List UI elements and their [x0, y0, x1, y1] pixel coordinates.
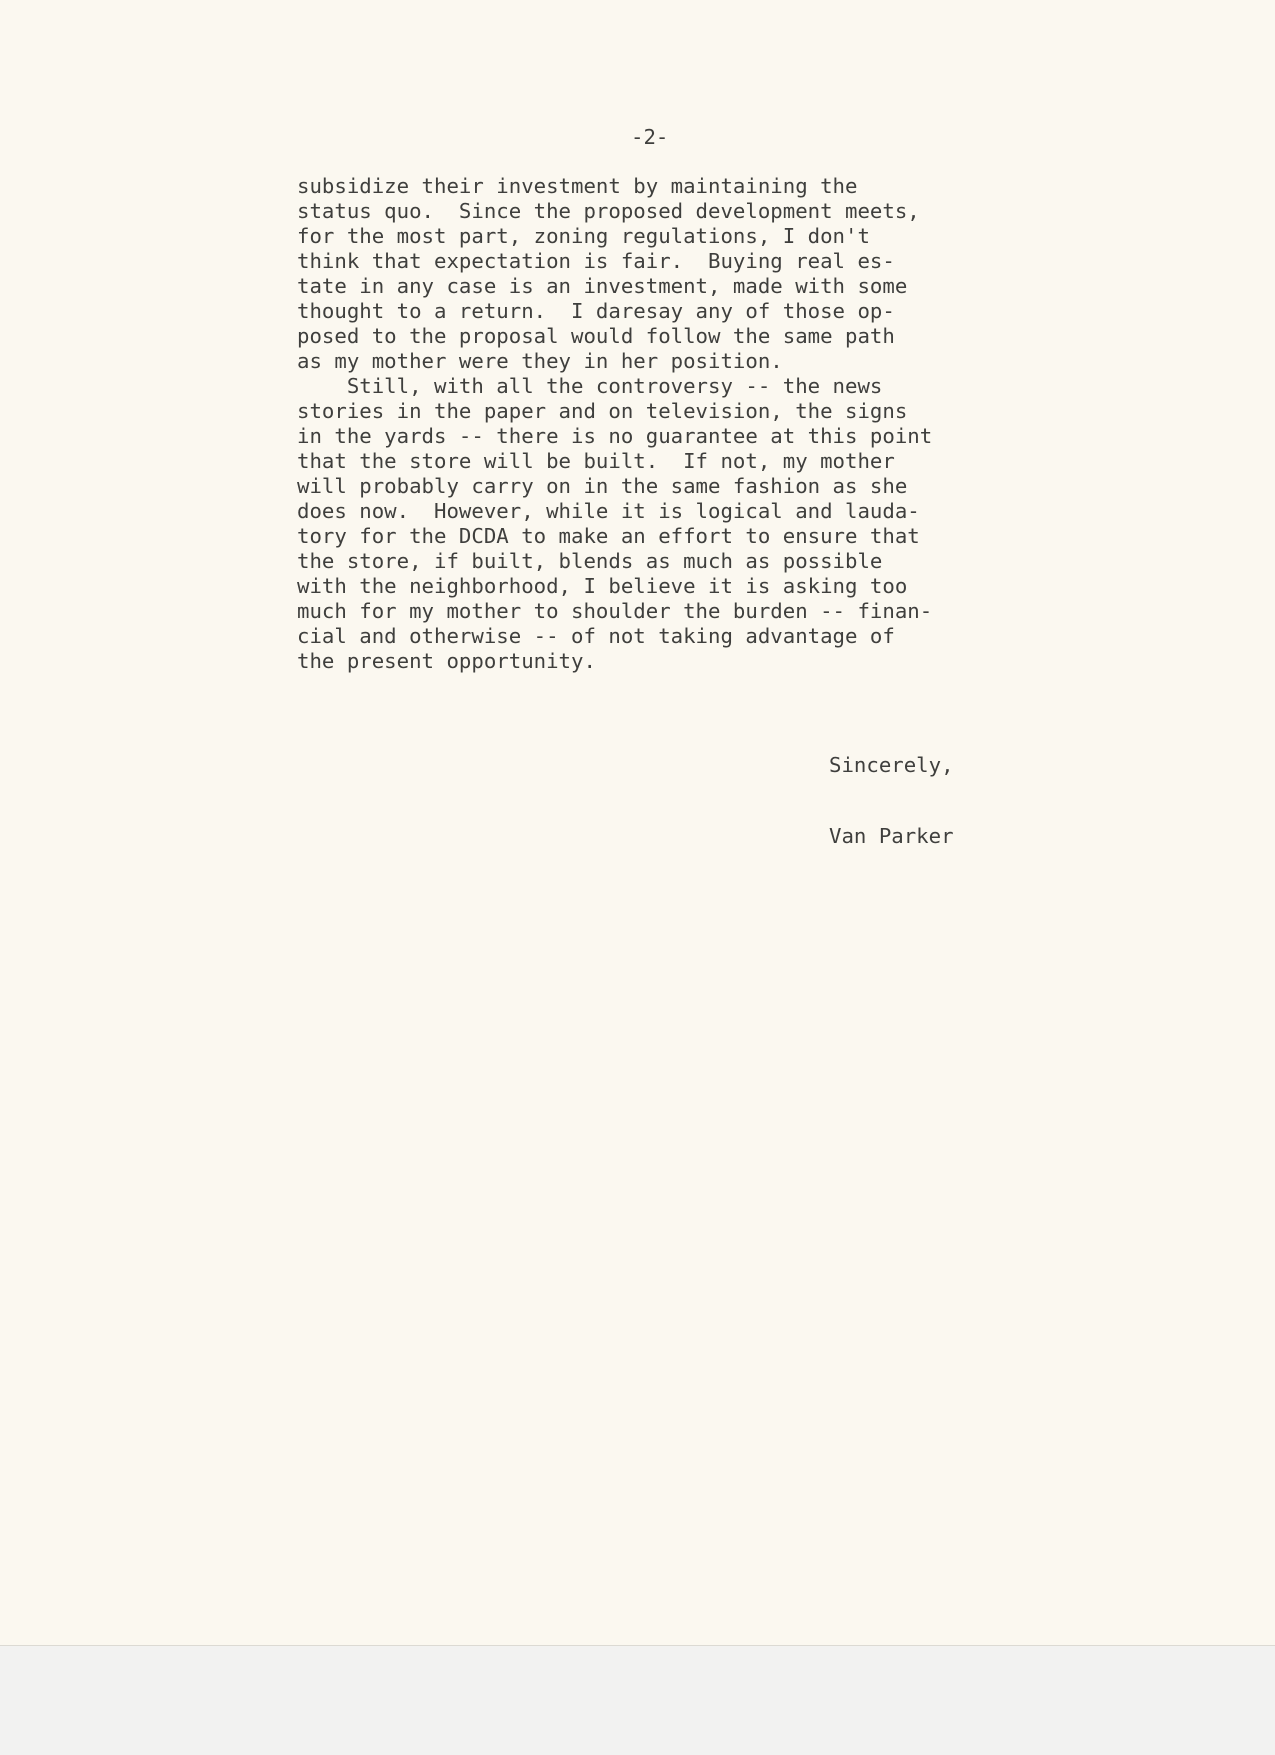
body-line: the present opportunity. — [297, 649, 596, 673]
body-line: stories in the paper and on television, the signs — [297, 399, 908, 423]
body-line: status quo. Since the proposed development meets, — [297, 199, 920, 223]
body-line: will probably carry on in the same fashion as she — [297, 474, 908, 498]
body-line: cial and otherwise -- of not taking advantage of — [297, 624, 895, 648]
scan-background — [0, 1646, 1275, 1755]
body-line: much for my mother to shoulder the burden -- finan- — [297, 599, 933, 623]
letter-body — [297, 174, 932, 674]
body-line: in the yards -- there is no guarantee at this point — [297, 424, 933, 448]
body-line: think that expectation is fair. Buying real es- — [297, 249, 895, 273]
signature-name: Van Parker — [829, 824, 954, 848]
body-line: as my mother were they in her position. — [297, 349, 783, 373]
body-line: the store, if built, blends as much as possible — [297, 549, 883, 573]
body-line: for the most part, zoning regulations, I don't — [297, 224, 870, 248]
body-line: does now. However, while it is logical and lauda- — [297, 499, 920, 523]
body-line: Still, with all the controversy -- the news — [297, 374, 883, 398]
body-line: that the store will be built. If not, my mother — [297, 449, 895, 473]
closing: Sincerely, — [829, 753, 954, 777]
body-line: tory for the DCDA to make an effort to ensure that — [297, 524, 920, 548]
page-number: -2- — [631, 125, 669, 149]
body-line: with the neighborhood, I believe it is asking too — [297, 574, 908, 598]
body-line: posed to the proposal would follow the same path — [297, 324, 895, 348]
body-line: thought to a return. I daresay any of those op- — [297, 299, 895, 323]
body-line: tate in any case is an investment, made with some — [297, 274, 908, 298]
body-line: subsidize their investment by maintaining the — [297, 174, 858, 198]
